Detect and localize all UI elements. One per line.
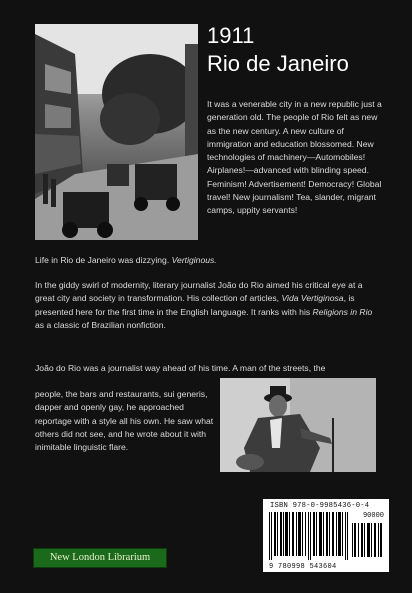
intro-ending xyxy=(35,254,380,267)
barcode-label xyxy=(263,499,389,572)
about-book-part3: as a classic of Brazilian nonfiction. xyxy=(35,319,166,330)
barcode-digits: 9 780998 543604 xyxy=(269,563,337,571)
intro-ending-italic: Vertiginous. xyxy=(171,255,217,265)
isbn-text: ISBN 978-0-9985436-0-4 xyxy=(270,502,370,510)
about-author-line: João do Rio was a journalist way ahead of his time. A man of the streets, the xyxy=(35,363,326,373)
about-author-paragraph: people, the bars and restaurants, sui generis, dapper and openly gay, he approached reportage with a style all his own. He saw what others did not see, and he wrote about it with inimitable linguistic flare. xyxy=(35,389,214,453)
intro-ending-text: Life in Rio de Janeiro was dizzying. xyxy=(35,255,172,265)
street-photo xyxy=(35,24,198,240)
title-city: Rio de Janeiro xyxy=(207,51,349,76)
title-year: 1911 xyxy=(207,23,255,48)
about-book-paragraph xyxy=(35,279,380,332)
about-book-part1: In the giddy swirl of modernity, literary journalist João do Rio aimed his critical eye at a great city and society in transformation. His collection of articles, xyxy=(35,280,363,304)
publisher-label: New London Librarium xyxy=(33,548,167,568)
about-book-part2: , is presented here for the first time in the English language. It ranks with his xyxy=(35,293,355,317)
portrait-photo xyxy=(220,378,376,472)
book-title-italic-2: Religions in Rio xyxy=(312,306,373,317)
book-title-italic: Vida Vertiginosa xyxy=(281,293,344,304)
barcode-graphic xyxy=(269,512,351,560)
intro-paragraph: It was a venerable city in a new republic just a generation old. The people of Rio felt as new as the new century. A new culture of immigration and education blossomed. New technologies of machinery—Automobiles! Airplanes!—advanced with blinding speed. Feminism! Advertisement! Democracy! Global travel! New journalism! Tea, slander, migrant camps, uppity servants! xyxy=(207,99,382,216)
book-title xyxy=(207,22,349,78)
price-barcode-graphic xyxy=(352,523,382,557)
price-code: 90000 xyxy=(362,512,384,520)
